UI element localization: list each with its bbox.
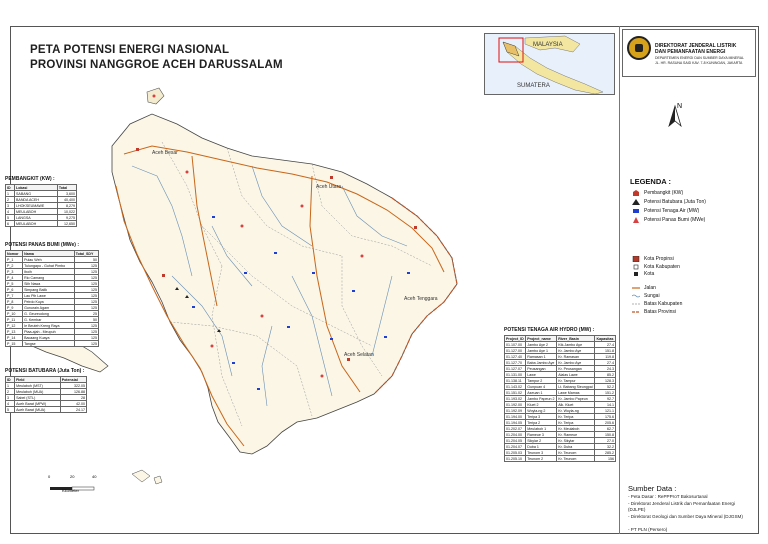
table-cell: Kr. Jambo Aye — [557, 348, 595, 354]
scale-label-20: 20 — [70, 474, 75, 479]
scale-label-40: 40 — [92, 474, 97, 479]
table-cell: P_11 — [6, 317, 23, 323]
table-cell: 01.127.07 — [505, 366, 526, 372]
panas-col: Nomor — [6, 251, 23, 257]
legend-kota-propinsi — [632, 256, 674, 262]
table-cell: 156 — [595, 456, 616, 462]
legend-pembangkit — [632, 190, 683, 196]
table-cell: Kr. Jambo Papeun — [557, 396, 595, 402]
table-cell: 14.1 — [595, 402, 616, 408]
batubara-col: Potensial — [60, 377, 86, 383]
table-cell: 1 — [6, 383, 15, 389]
sumber-item: - Peta Dasar : RePPProT Bakosurtanal — [628, 494, 708, 499]
table-cell: LANGSA — [15, 215, 58, 221]
table-cell: Kr. Ramasan — [557, 354, 595, 360]
map-title-line1: PETA POTENSI ENERGI NASIONAL — [30, 44, 230, 56]
hydro-heading: POTENSI TENAGA AIR HYDRO (MW) : — [504, 327, 595, 333]
table-cell: 4 — [6, 401, 15, 407]
table-cell: 125 — [74, 305, 98, 311]
legend-jalan — [632, 285, 656, 291]
pembangkit-icon — [632, 190, 640, 196]
sumber-item: - Direktorat Jenderal Listrik dan Pemanfaatan Energi (DJLPE) — [628, 501, 735, 512]
table-cell: Gunpuan 4 — [526, 384, 557, 390]
table-cell: P_9 — [6, 305, 23, 311]
table-row — [6, 407, 87, 413]
legend-label: Potensi Tenaga Air (MW) — [644, 208, 700, 214]
table-cell: 01.138.11 — [505, 378, 526, 384]
table-row — [6, 341, 99, 347]
table-cell: Jambo Aye 2 — [526, 342, 557, 348]
table-cell: Jambo Aye 1 — [526, 348, 557, 354]
table-cell: P_2 — [6, 263, 23, 269]
legend-label: Pembangkit (KW) — [644, 190, 684, 196]
table-cell: 01.194.00 — [505, 414, 526, 420]
north-label: N — [677, 103, 683, 110]
hydro-col: Project_ID — [506, 336, 524, 341]
panas-col: Nama — [23, 251, 75, 257]
table-cell: Kr. Tampur — [557, 378, 595, 384]
table-cell: Woyla-ng 2 — [526, 408, 557, 414]
table-cell: Sikylar 2 — [526, 438, 557, 444]
table-cell: P_8 — [6, 299, 23, 305]
table-cell: 10,022 — [57, 209, 76, 215]
table-cell: 24.17 — [60, 407, 86, 413]
table-cell: 2 — [6, 389, 15, 395]
agency-logo-icon — [627, 36, 651, 60]
hydro-col: Project_name — [526, 336, 557, 342]
table-cell: 125 — [74, 269, 98, 275]
table-cell: MEULABOH — [15, 221, 58, 227]
table-cell: 3,600 — [57, 191, 76, 197]
legend-batas-kabupaten — [632, 301, 682, 307]
scale-label-0: 0 — [48, 474, 51, 479]
agency-name-2: DAN PEMANFAATAN ENERGI — [655, 49, 726, 55]
agency-name-1: DIREKTORAT JENDERAL LISTRIK — [655, 43, 737, 49]
table-cell: Kr. Peusangan — [557, 366, 595, 372]
table-cell: 125 — [74, 341, 98, 347]
table-cell: 121.1 — [595, 408, 616, 414]
table-cell: 125 — [74, 293, 98, 299]
table-cell: 125 — [74, 287, 98, 293]
table-cell: 32.2 — [595, 444, 616, 450]
table-cell: Teripa 2 — [526, 420, 557, 426]
table-cell: 119.8 — [595, 354, 616, 360]
pembangkit-col: Lokasi — [15, 185, 58, 191]
panas-bumi-table — [5, 250, 99, 347]
legend-label: Jalan — [644, 285, 656, 291]
table-cell: 01.194.05 — [505, 420, 526, 426]
table-cell: Kr. Meulaboh — [557, 426, 595, 432]
table-cell: Tampur 2 — [526, 378, 557, 384]
hydro-col: River_Basin — [557, 336, 595, 342]
inset-label-malaysia: MALAYSIA — [533, 42, 563, 48]
table-cell: LHOKSEUMAWE — [15, 203, 58, 209]
table-cell: 151.2 — [595, 390, 616, 396]
table-cell: Duba 1 — [526, 444, 557, 450]
hydro-table — [504, 335, 616, 462]
table-cell: Kr. Rameue — [557, 432, 595, 438]
table-cell: 125 — [74, 335, 98, 341]
table-cell: 01.143.02 — [505, 384, 526, 390]
table-cell: 50 — [74, 257, 98, 263]
table-cell: 6 — [6, 221, 15, 227]
table-cell: 01.204.00 — [505, 432, 526, 438]
table-cell: Alk. Kluet — [557, 402, 595, 408]
table-cell: Kluet 2 — [526, 402, 557, 408]
table-cell: 01.193.02 — [505, 396, 526, 402]
table-cell: Lawe — [526, 372, 557, 378]
table-cell: 01.151.02 — [505, 390, 526, 396]
table-cell: 28 — [60, 395, 86, 401]
table-cell: 5 — [6, 407, 15, 413]
pembangkit-col: Total — [57, 185, 76, 191]
province-map — [12, 76, 618, 532]
table-cell: Teunom 2 — [526, 456, 557, 462]
legend-sungai — [632, 293, 660, 299]
table-cell: P_4 — [6, 275, 23, 281]
agency-header — [622, 29, 756, 77]
provincial-city-icon — [632, 256, 640, 262]
table-cell: Rameue 3 — [526, 432, 557, 438]
table-cell: Simpang Balik — [23, 287, 75, 293]
table-cell: 128.3 — [595, 378, 616, 384]
table-cell: Ie Beuteh Kreng Raya — [23, 323, 75, 329]
legend-kota-kabupaten — [632, 264, 680, 270]
table-row — [505, 456, 616, 462]
table-cell: 322.05 — [60, 383, 86, 389]
label-aceh-besar: Aceh Besar — [152, 150, 178, 156]
regency-border-icon — [632, 301, 640, 307]
geothermal-icon — [632, 217, 640, 223]
table-cell: 125 — [74, 275, 98, 281]
table-cell: P_10 — [6, 311, 23, 317]
table-cell: 24.3 — [595, 366, 616, 372]
table-cell: 42.00 — [60, 401, 86, 407]
table-cell: Kr. Duba — [557, 444, 595, 450]
province-border-icon — [632, 309, 640, 315]
table-cell: 01.202.07 — [505, 426, 526, 432]
sumber-item: - PT PLN (Persero) — [628, 527, 668, 532]
regency-city-icon — [632, 264, 640, 270]
legend-label: Potensi Batubara (Juta Ton) — [644, 199, 706, 205]
table-cell: 01.192.09 — [505, 408, 526, 414]
table-cell: 125 — [74, 329, 98, 335]
table-cell: 1 — [6, 191, 15, 197]
scale-unit: Kilometer — [62, 488, 79, 493]
table-cell: Tulungapo - Guhat Pimbo — [23, 263, 75, 269]
legend-label: Sungai — [644, 293, 660, 299]
table-cell: P_13 — [6, 329, 23, 335]
legend-label: Batas Kabupaten — [644, 301, 683, 307]
table-cell: P_14 — [6, 335, 23, 341]
table-cell: 151.8 — [595, 348, 616, 354]
table-cell: G. Kembar — [23, 317, 75, 323]
legend-label: Batas Provinsi — [644, 309, 676, 315]
table-cell: Iboih — [23, 269, 75, 275]
table-cell: 5 — [6, 215, 15, 221]
river-line-icon — [632, 293, 640, 299]
panel-divider — [619, 26, 620, 534]
table-cell: Baba Jambo Aye — [526, 360, 557, 366]
table-cell: P_1 — [6, 257, 23, 263]
panas-col: Total_SDY — [74, 251, 98, 257]
table-cell: Bacaang Kuaya — [23, 335, 75, 341]
table-cell: 01.107.00 — [505, 342, 526, 348]
table-cell: Kr. Woyla-ng — [557, 408, 595, 414]
table-cell: Ktk.Jambo Aye — [557, 342, 595, 348]
table-cell: SABANG — [15, 191, 58, 197]
table-cell: Ramasan 1 — [526, 354, 557, 360]
table-cell: 125 — [74, 263, 98, 269]
table-cell: Lau Pih Lawe — [23, 293, 75, 299]
legend-label: Potensi Panas Bumi (MWe) — [644, 217, 706, 223]
batubara-table — [5, 376, 87, 413]
table-cell: P_12 — [6, 323, 23, 329]
table-cell: 01.205.10 — [505, 456, 526, 462]
table-cell: 85.2 — [595, 372, 616, 378]
table-cell: 01.204.07 — [505, 444, 526, 450]
table-cell: Aceh Barat (MUA) — [15, 407, 61, 413]
table-cell: Aceh Barat (MPW) — [15, 401, 61, 407]
table-cell: 52.2 — [595, 384, 616, 390]
legend-title: LEGENDA : — [630, 177, 671, 186]
legend-batas-provinsi — [632, 309, 676, 315]
table-cell: 3 — [6, 203, 15, 209]
table-cell: P_7 — [6, 293, 23, 299]
table-cell: 27.4 — [595, 360, 616, 366]
table-cell: Lawe Mamas — [557, 390, 595, 396]
table-cell: 40,400 — [57, 197, 76, 203]
panas-bumi-heading: POTENSI PANAS BUMI (MWe) : — [5, 242, 79, 248]
legend-label: Kota Propinsi — [644, 256, 674, 262]
table-cell: Meulaboh 1 — [526, 426, 557, 432]
table-cell: P_3 — [6, 269, 23, 275]
agency-sub-2: JL. HR. RASUNA SAID KAV. 7-8 KUNINGAN, JAKARTA — [655, 61, 743, 65]
table-cell: 01.205.03 — [505, 450, 526, 456]
label-aceh-tenggara: Aceh Tenggara — [404, 296, 438, 302]
table-cell: Teunom 3 — [526, 450, 557, 456]
table-cell: Kr. Teunom — [557, 450, 595, 456]
legend-label: Kota Kabupaten — [644, 264, 680, 270]
pembangkit-heading: PEMBANGKIT (KW) : — [5, 176, 55, 182]
table-cell: 01.192.00 — [505, 402, 526, 408]
table-cell: MEULABOH — [15, 209, 58, 215]
table-cell: 12,650 — [57, 221, 76, 227]
table-cell: 01.131.00 — [505, 372, 526, 378]
table-cell: 50 — [74, 317, 98, 323]
table-cell: P_6 — [6, 287, 23, 293]
legend-panas — [632, 217, 705, 223]
table-cell: 27.0 — [595, 438, 616, 444]
table-cell: 01.127.70 — [505, 360, 526, 366]
table-cell: Tangse — [23, 341, 75, 347]
table-cell: Kr. Sikylar — [557, 438, 595, 444]
table-cell: Kr. Teunom — [557, 456, 595, 462]
city-icon — [632, 271, 640, 277]
table-cell: Alalas Lawe — [557, 372, 595, 378]
label-aceh-utara: Aceh Utara — [316, 184, 342, 190]
table-cell: Slih Nawa — [23, 281, 75, 287]
table-cell: 25 — [74, 311, 98, 317]
table-cell: 150.8 — [595, 432, 616, 438]
table-cell: Pulau Weh — [23, 257, 75, 263]
table-cell: Peusangan — [526, 366, 557, 372]
table-cell: Kr. Teripa — [557, 420, 595, 426]
legend-label: Kota — [644, 271, 655, 277]
table-cell: 125 — [74, 281, 98, 287]
legend-kota — [632, 271, 654, 277]
hydro-icon — [632, 208, 640, 214]
pembangkit-col: ID — [6, 185, 15, 191]
table-cell: 205.6 — [595, 420, 616, 426]
sumber-item: - Direktorat Geologi dan Sumber Daya Mineral (DJGSM) — [628, 514, 743, 519]
table-cell: 92.7 — [595, 396, 616, 402]
inset-label-sumatera: SUMATERA — [517, 83, 550, 89]
table-cell: 126.88 — [60, 389, 86, 395]
hydro-col: Kapasitas — [595, 336, 616, 342]
agency-sub-1: DEPARTEMEN ENERGI DAN SUMBER DAYA MINERAL — [655, 56, 745, 60]
table-cell: 9,275 — [57, 215, 76, 221]
batubara-heading: POTENSI BATUBARA (Juta Ton) : — [5, 368, 85, 374]
table-cell: Sabel (STL) — [15, 395, 61, 401]
table-cell: 2 — [6, 197, 15, 203]
table-cell: Teripa 3 — [526, 414, 557, 420]
table-cell: 285.2 — [595, 450, 616, 456]
table-cell: 27.4 — [595, 342, 616, 348]
table-cell: 8,279 — [57, 203, 76, 209]
table-cell: 175.6 — [595, 414, 616, 420]
table-cell: 125 — [74, 323, 98, 329]
scale-bar — [48, 474, 108, 498]
table-cell: 4 — [6, 209, 15, 215]
table-cell: G. Geureudong — [23, 311, 75, 317]
pembangkit-table — [5, 184, 77, 227]
table-cell: Ptaa-ajah - Meupuh — [23, 329, 75, 335]
table-cell: 125 — [74, 299, 98, 305]
north-arrow-icon — [665, 104, 685, 135]
table-cell: Meulaboh (MUA) — [15, 389, 61, 395]
table-cell: 01.127.40 — [505, 354, 526, 360]
map-title-line2: PROVINSI NANGGROE ACEH DARUSSALAM — [30, 59, 283, 71]
table-cell: Kr. Teripa — [557, 414, 595, 420]
table-cell: Meulaboh (MST) — [15, 383, 61, 389]
batubara-col: Field — [15, 377, 61, 383]
table-cell: Lt. Babang Sieungpai — [557, 384, 595, 390]
table-cell: 01.204.05 — [505, 438, 526, 444]
table-row — [6, 221, 77, 227]
table-cell: BANDA ACEH — [15, 197, 58, 203]
table-cell: 01.127.00 — [505, 348, 526, 354]
table-cell: Kr. Jambo Aye — [557, 360, 595, 366]
table-cell: Rio Camang — [23, 275, 75, 281]
legend-air — [632, 208, 699, 214]
road-line-icon — [632, 285, 640, 291]
label-aceh-selatan: Aceh Selatan — [344, 352, 374, 358]
coal-icon — [632, 199, 640, 205]
table-cell: Jambo Papeun 2 — [526, 396, 557, 402]
table-cell: 3 — [6, 395, 15, 401]
table-cell: P_15 — [6, 341, 23, 347]
sumber-title: Sumber Data : — [628, 484, 677, 493]
table-cell: Gunurain Agam — [23, 305, 75, 311]
table-cell: P_5 — [6, 281, 23, 287]
table-cell: 62.7 — [595, 426, 616, 432]
table-cell: Peirdo Kuya — [23, 299, 75, 305]
legend-batubara — [632, 199, 706, 205]
batubara-col: ID — [6, 377, 15, 383]
table-cell: Aseuan 1 — [526, 390, 557, 396]
